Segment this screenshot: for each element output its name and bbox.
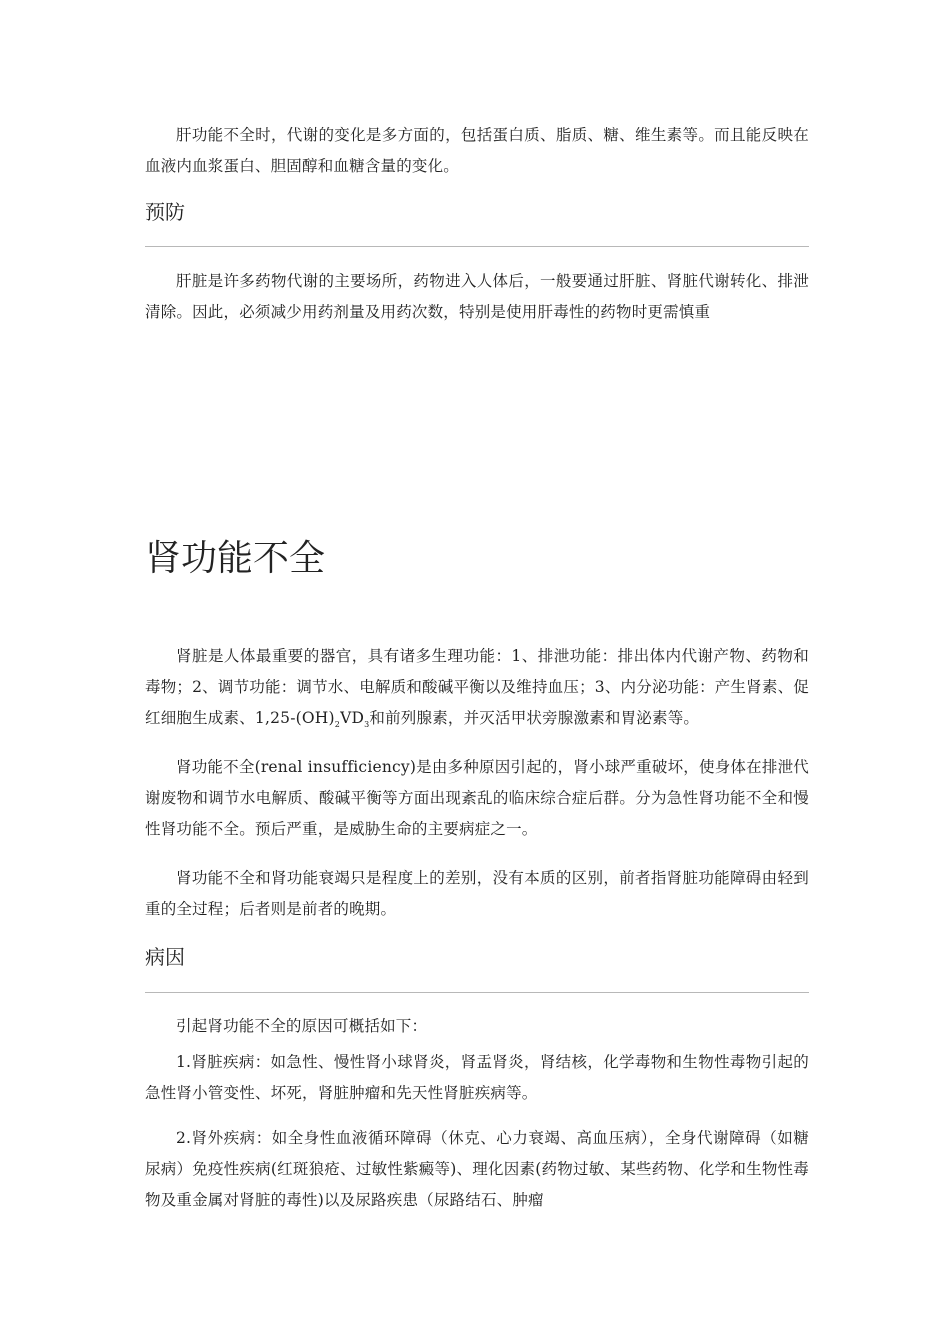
kidney-insufficiency-definition-paragraph: 肾功能不全(renal insufficiency)是由多种原因引起的，肾小球严重破坏，使身体在排泄代谢废物和调节水电解质、酸碱平衡等方面出现紊乱的临床综合症后群。分为急性肾功能不全和慢性肾功能不全。预后严重，是威胁生命的主要病症之一。 bbox=[145, 758, 809, 838]
cause-intro-paragraph: 引起肾功能不全的原因可概括如下： bbox=[176, 1017, 428, 1035]
kidney-insufficiency-title: 肾功能不全 bbox=[145, 538, 326, 579]
kidney-functions-paragraph bbox=[145, 641, 809, 734]
subscript-3: 3 bbox=[364, 720, 370, 729]
liver-metabolism-paragraph: 肝功能不全时，代谢的变化是多方面的，包括蛋白质、脂质、糖、维生素等。而且能反映在血液内血浆蛋白、胆固醇和血糖含量的变化。 bbox=[145, 126, 809, 175]
cause-heading: 病因 bbox=[145, 945, 185, 969]
prevention-heading: 预防 bbox=[145, 200, 185, 224]
cause-1-paragraph: 1.肾脏疾病：如急性、慢性肾小球肾炎，肾盂肾炎，肾结核，化学毒物和生物性毒物引起的急性肾小管变性、坏死，肾脏肿瘤和先天性肾脏疾病等。 bbox=[145, 1053, 809, 1102]
kidney-functions-text-c: 和前列腺素，并灭活甲状旁腺激素和胃泌素等。 bbox=[369, 709, 700, 727]
kidney-functions-text-b: VD bbox=[340, 709, 365, 727]
prevention-paragraph: 肝脏是许多药物代谢的主要场所，药物进入人体后，一般要通过肝脏、肾脏代谢转化、排泄清除。因此，必须减少用药剂量及用药次数，特别是使用肝毒性的药物时更需慎重 bbox=[145, 272, 809, 321]
prevention-divider bbox=[145, 246, 809, 247]
subscript-2: 2 bbox=[334, 720, 341, 729]
kidney-failure-difference-paragraph: 肾功能不全和肾功能衰竭只是程度上的差别，没有本质的区别，前者指肾脏功能障碍由轻到重的全过程；后者则是前者的晚期。 bbox=[145, 869, 809, 918]
cause-2-paragraph: 2.肾外疾病：如全身性血液循环障碍（休克、心力衰竭、高血压病），全身代谢障碍（如糖尿病）免疫性疾病(红斑狼疮、过敏性紫癜等)、理化因素(药物过敏、某些药物、化学和生物性毒物及重金属对肾脏的毒性)以及尿路疾患（尿路结石、肿瘤 bbox=[145, 1129, 809, 1209]
kidney-functions-text-a: 肾脏是人体最重要的器官，具有诸多生理功能：1、排泄功能：排出体内代谢产物、药物和毒物；2、调节功能：调节水、电解质和酸碱平衡以及维持血压；3、内分泌功能：产生肾素、促红细胞生成素、1,25-(OH) bbox=[145, 647, 809, 727]
cause-divider bbox=[145, 992, 809, 993]
